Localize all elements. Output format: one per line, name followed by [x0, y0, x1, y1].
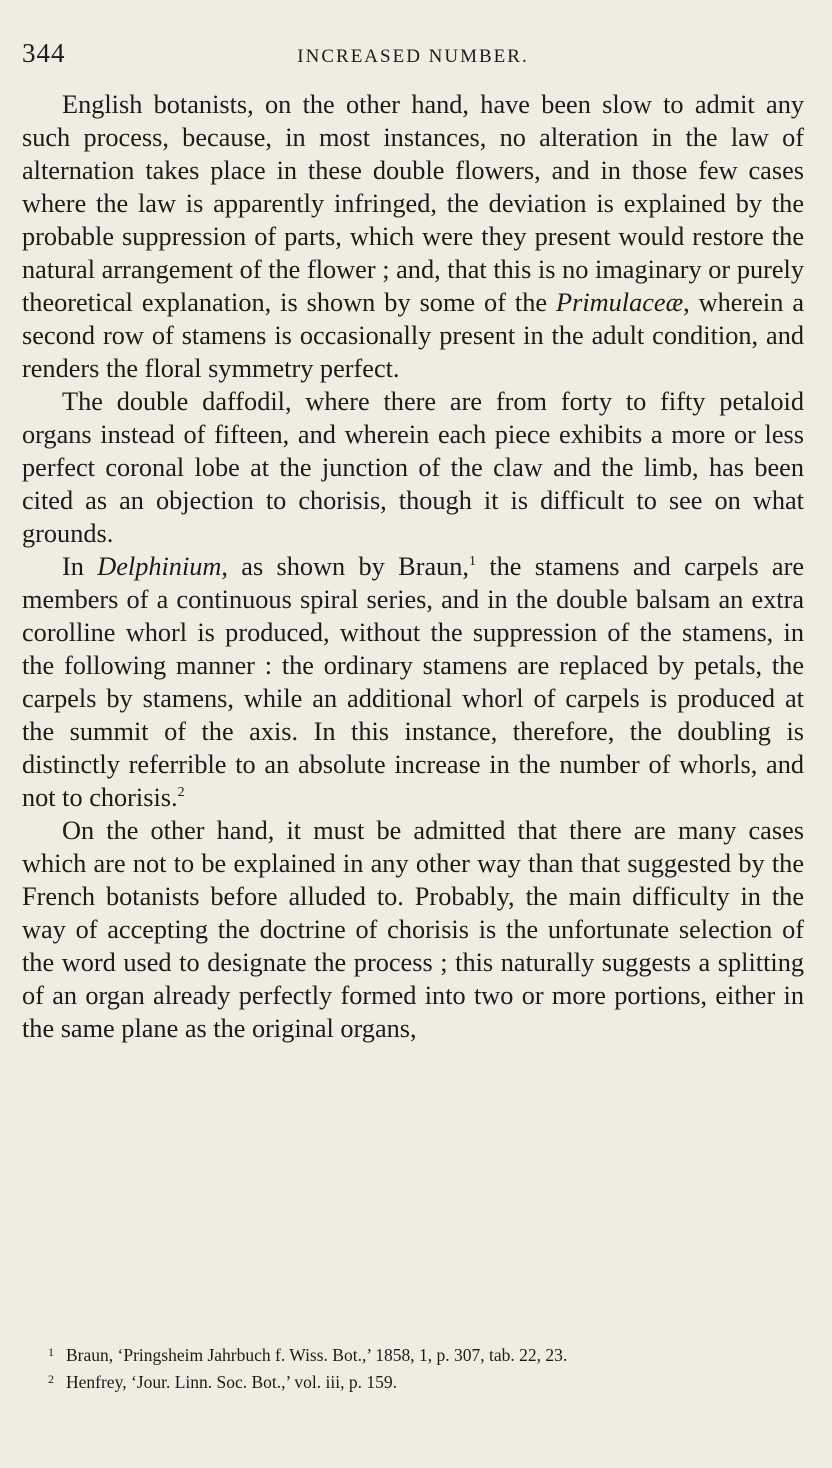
footnote-text: Braun, ‘Pringsheim Jahrbuch f. Wiss. Bot.,’ 1858, 1, p. 307, tab. 22, 23. [66, 1345, 568, 1365]
text-run: On the other hand, it must be admitted that there are many cases which are not to be explained in any other way than that suggested by the French botanists before alluded to. Probably, the main difficulty in the way of accepting the doctrine of chorisis is the unfortunate selection of the word used to designate the process ; this naturally suggests a splitting of an organ already perfectly formed into two or more portions, either in the same plane as the original organs, [22, 816, 804, 1043]
paragraph [22, 550, 804, 814]
footnote-reference: 2 [177, 785, 185, 801]
text-run: In [62, 552, 98, 581]
paragraph [22, 814, 804, 1045]
footnote-mark: 2 [48, 1372, 54, 1386]
text-run: English botanists, on the other hand, have been slow to admit any such process, because, in most instances, no alteration in the law of alternation takes place in these double flowers, and in those few cases where the law is apparently infringed, the deviation is explained by the probable suppression of parts, which were they present would restore the natural arrangement of the flower ; and, that this is no imaginary or purely theoretical explanation, is shown by some of the [22, 90, 804, 317]
footnote [48, 1340, 808, 1367]
text-run: , wherein a second row of stamens is occasionally present in the adult condition, and renders the floral symmetry perfect. [22, 288, 805, 383]
footnote-text: Henfrey, ‘Jour. Linn. Soc. Bot.,’ vol. iii, p. 159. [66, 1372, 398, 1392]
paragraph [22, 385, 804, 550]
footnote [48, 1367, 808, 1394]
text-run: the stamens and carpels are members of a continuous spiral series, and in the double balsam an extra corolline whorl is produced, without the suppression of the stamens, in the following manner : the ordinary stamens are replaced by petals, the carpels by stamens, while an additional whorl of carpels is produced at the summit of the axis. In this instance, therefore, the doubling is distinctly referrible to an absolute increase in the number of whorls, and not to chorisis. [22, 552, 804, 812]
italic-term: Primulaceæ [556, 288, 684, 317]
text-run: , as shown by Braun, [221, 552, 469, 581]
page-header [22, 38, 804, 78]
footnote-mark: 1 [48, 1345, 54, 1359]
running-head: INCREASED NUMBER. [297, 46, 529, 67]
page-number: 344 [22, 38, 66, 68]
footnotes [48, 1340, 808, 1394]
italic-term: Delphinium [97, 552, 222, 581]
footnote-reference: 1 [469, 554, 476, 570]
text-run: The double daffodil, where there are from forty to fifty petaloid organs instead of fifteen, and wherein each piece exhibits a more or less perfect coronal lobe at the junction of the claw and the limb, has been cited as an objection to chorisis, though it is difficult to see on what grounds. [22, 387, 804, 548]
paragraph [22, 88, 804, 385]
body-text [22, 88, 804, 1045]
